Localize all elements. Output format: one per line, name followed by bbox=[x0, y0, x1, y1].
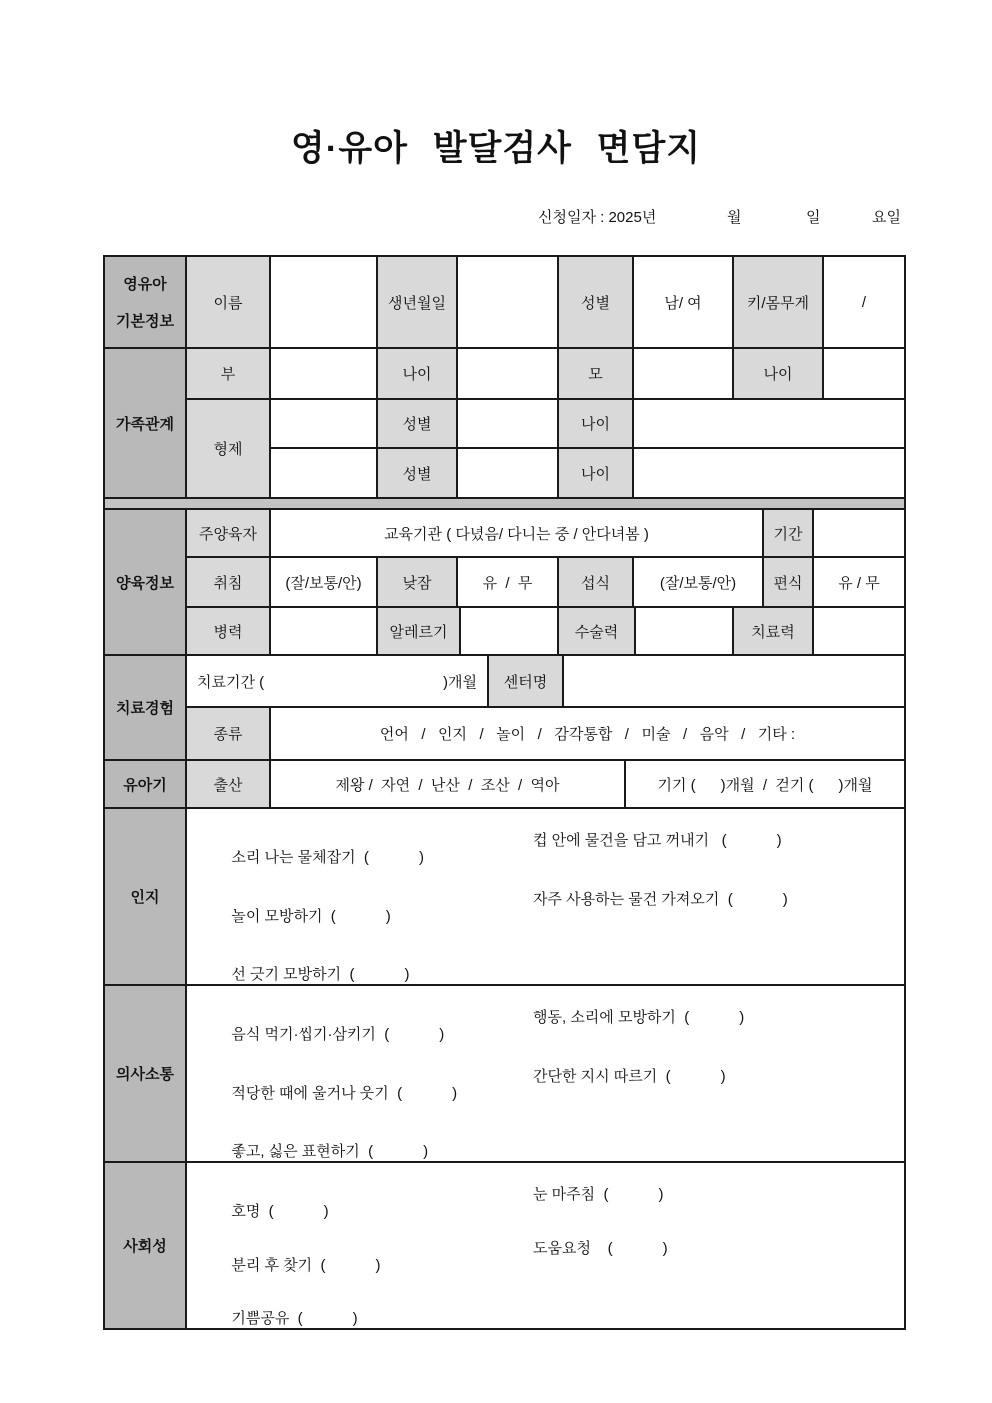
communication-item-eating-chewing: 음식 먹기·씹기·삼키기 ( ) bbox=[231, 1026, 445, 1043]
communication-item-cry-laugh-timely: 적당한 때에 울거나 웃기 ( ) bbox=[231, 1084, 458, 1102]
social-item-seek-after-separation: 분리 후 찾기 ( ) bbox=[231, 1256, 381, 1274]
section-therapy-experience: 치료경험 bbox=[104, 655, 186, 760]
social-item-eye-contact: 눈 마주침 ( ) bbox=[533, 1186, 664, 1203]
section-cognition: 인지 bbox=[104, 808, 186, 985]
center-name-label: 센터명 bbox=[488, 655, 563, 707]
cognition-item-imitate-line-drawing: 선 긋기 모방하기 ( ) bbox=[231, 966, 410, 983]
milestones-input-cell[interactable]: 기기 ( )개월 / 걷기 ( )개월 bbox=[625, 760, 905, 808]
section-social: 사회성 bbox=[104, 1162, 186, 1329]
feeding-options-cell: (잘/보통/안) bbox=[633, 557, 763, 607]
picky-eating-options-cell: 유 / 무 bbox=[813, 557, 905, 607]
social-line-2 bbox=[198, 1237, 904, 1274]
sibling2-name-input-cell[interactable] bbox=[270, 448, 377, 498]
height-weight-input-cell[interactable]: / bbox=[823, 256, 905, 348]
section-communication: 의사소통 bbox=[104, 985, 186, 1162]
picky-eating-label: 편식 bbox=[763, 557, 813, 607]
date-month-label: 월 bbox=[727, 209, 742, 226]
surgery-history-label: 수술력 bbox=[558, 607, 635, 655]
period-input-cell[interactable] bbox=[813, 509, 905, 557]
date-prefix: 신청일자 : 2025년 bbox=[538, 209, 657, 226]
delivery-options-cell: 제왕 / 자연 / 난산 / 조산 / 역아 bbox=[270, 760, 625, 808]
section-basic-info bbox=[104, 256, 186, 348]
communication-line-1 bbox=[198, 1006, 904, 1043]
cognition-item-cup-in-out: 컵 안에 물건을 담고 꺼내기 ( ) bbox=[533, 832, 782, 849]
medical-history-input-cell[interactable] bbox=[270, 607, 377, 655]
delivery-label: 출산 bbox=[186, 760, 270, 808]
communication-item-follow-instructions: 간단한 지시 따르기 ( ) bbox=[533, 1067, 726, 1085]
social-item-respond-to-name: 호명 ( ) bbox=[231, 1203, 329, 1220]
institution-options-cell: 교육기관 ( 다녔음/ 다니는 중 / 안다녀봄 ) bbox=[270, 509, 763, 557]
birthdate-input-cell[interactable] bbox=[457, 256, 558, 348]
nap-label: 낮잠 bbox=[377, 557, 457, 607]
father-label: 부 bbox=[186, 348, 270, 399]
social-item-share-joy: 기쁨공유 ( ) bbox=[231, 1310, 358, 1327]
social-item-request-help: 도움요청 ( ) bbox=[533, 1239, 668, 1257]
sibling2-age-label: 나이 bbox=[558, 448, 633, 498]
gender-label: 성별 bbox=[558, 256, 633, 348]
interview-form-table bbox=[104, 256, 905, 1329]
mother-age-label: 나이 bbox=[733, 348, 823, 399]
section-basic-info-line1: 영유아 bbox=[123, 276, 167, 293]
name-label: 이름 bbox=[186, 256, 270, 348]
treatment-history-label: 치료력 bbox=[733, 607, 813, 655]
allergy-label: 알레르기 bbox=[377, 607, 460, 655]
mother-label: 모 bbox=[558, 348, 633, 399]
sibling-label: 형제 bbox=[186, 399, 270, 498]
center-name-input-cell[interactable] bbox=[563, 655, 905, 707]
section-infancy: 유아기 bbox=[104, 760, 186, 808]
page-title: 영·유아 발달검사 면담지 bbox=[290, 129, 702, 168]
sibling1-gender-input-cell[interactable] bbox=[457, 399, 558, 448]
sibling2-gender-label: 성별 bbox=[377, 448, 457, 498]
father-age-input-cell[interactable] bbox=[457, 348, 558, 399]
communication-items-cell[interactable] bbox=[186, 985, 905, 1162]
therapy-kind-label: 종류 bbox=[186, 707, 270, 760]
feeding-label: 섭식 bbox=[558, 557, 633, 607]
surgery-history-input-cell[interactable] bbox=[635, 607, 733, 655]
therapy-duration-prefix: 치료기간 ( bbox=[197, 673, 265, 691]
sleep-options-cell: (잘/보통/안) bbox=[270, 557, 377, 607]
therapy-duration-suffix: )개월 bbox=[443, 673, 477, 691]
cognition-item-fetch-object: 자주 사용하는 물건 가져오기 ( ) bbox=[533, 890, 788, 908]
therapy-kind-options-cell: 언어 / 인지 / 놀이 / 감각통합 / 미술 / 음악 / 기타 : bbox=[270, 707, 905, 760]
social-items-cell[interactable] bbox=[186, 1162, 905, 1329]
therapy-duration-input-cell[interactable] bbox=[186, 655, 488, 707]
allergy-input-cell[interactable] bbox=[460, 607, 558, 655]
communication-item-imitate-sounds: 행동, 소리에 모방하기 ( ) bbox=[533, 1009, 745, 1026]
height-weight-label: 키/몸무게 bbox=[733, 256, 823, 348]
sleep-label: 취침 bbox=[186, 557, 270, 607]
nap-options-cell: 유 / 무 bbox=[457, 557, 558, 607]
cognition-line-3 bbox=[198, 946, 904, 983]
cognition-line-1 bbox=[198, 829, 904, 866]
cognition-line-2 bbox=[198, 888, 904, 925]
cognition-item-imitate-play: 놀이 모방하기 ( ) bbox=[231, 907, 391, 925]
treatment-history-input-cell[interactable] bbox=[813, 607, 905, 655]
mother-input-cell[interactable] bbox=[633, 348, 733, 399]
father-age-label: 나이 bbox=[377, 348, 457, 399]
social-line-3 bbox=[198, 1290, 904, 1327]
cognition-items-cell[interactable] bbox=[186, 808, 905, 985]
sibling1-gender-label: 성별 bbox=[377, 399, 457, 448]
caregiver-label: 주양육자 bbox=[186, 509, 270, 557]
sibling1-age-input-cell[interactable] bbox=[633, 399, 905, 448]
social-line-1 bbox=[198, 1183, 904, 1220]
cognition-item-grasp-object: 소리 나는 물체잡기 ( ) bbox=[231, 849, 424, 866]
communication-line-2 bbox=[198, 1065, 904, 1102]
section-basic-info-line2: 기본정보 bbox=[116, 313, 174, 330]
father-input-cell[interactable] bbox=[270, 348, 377, 399]
date-day-label: 일 bbox=[806, 209, 821, 226]
section-care-info: 양육정보 bbox=[104, 509, 186, 655]
communication-line-3 bbox=[198, 1123, 904, 1160]
sibling2-gender-input-cell[interactable] bbox=[457, 448, 558, 498]
sibling2-age-input-cell[interactable] bbox=[633, 448, 905, 498]
section-divider-band bbox=[104, 498, 905, 509]
gender-options-cell: 남/ 여 bbox=[633, 256, 733, 348]
period-label: 기간 bbox=[763, 509, 813, 557]
name-input-cell[interactable] bbox=[270, 256, 377, 348]
sibling1-age-label: 나이 bbox=[558, 399, 633, 448]
section-family: 가족관계 bbox=[104, 348, 186, 498]
date-weekday-label: 요일 bbox=[872, 209, 901, 226]
medical-history-label: 병력 bbox=[186, 607, 270, 655]
communication-item-express-likes: 좋고, 싫은 표현하기 ( ) bbox=[231, 1143, 429, 1160]
birthdate-label: 생년월일 bbox=[377, 256, 457, 348]
mother-age-input-cell[interactable] bbox=[823, 348, 905, 399]
sibling1-name-input-cell[interactable] bbox=[270, 399, 377, 448]
